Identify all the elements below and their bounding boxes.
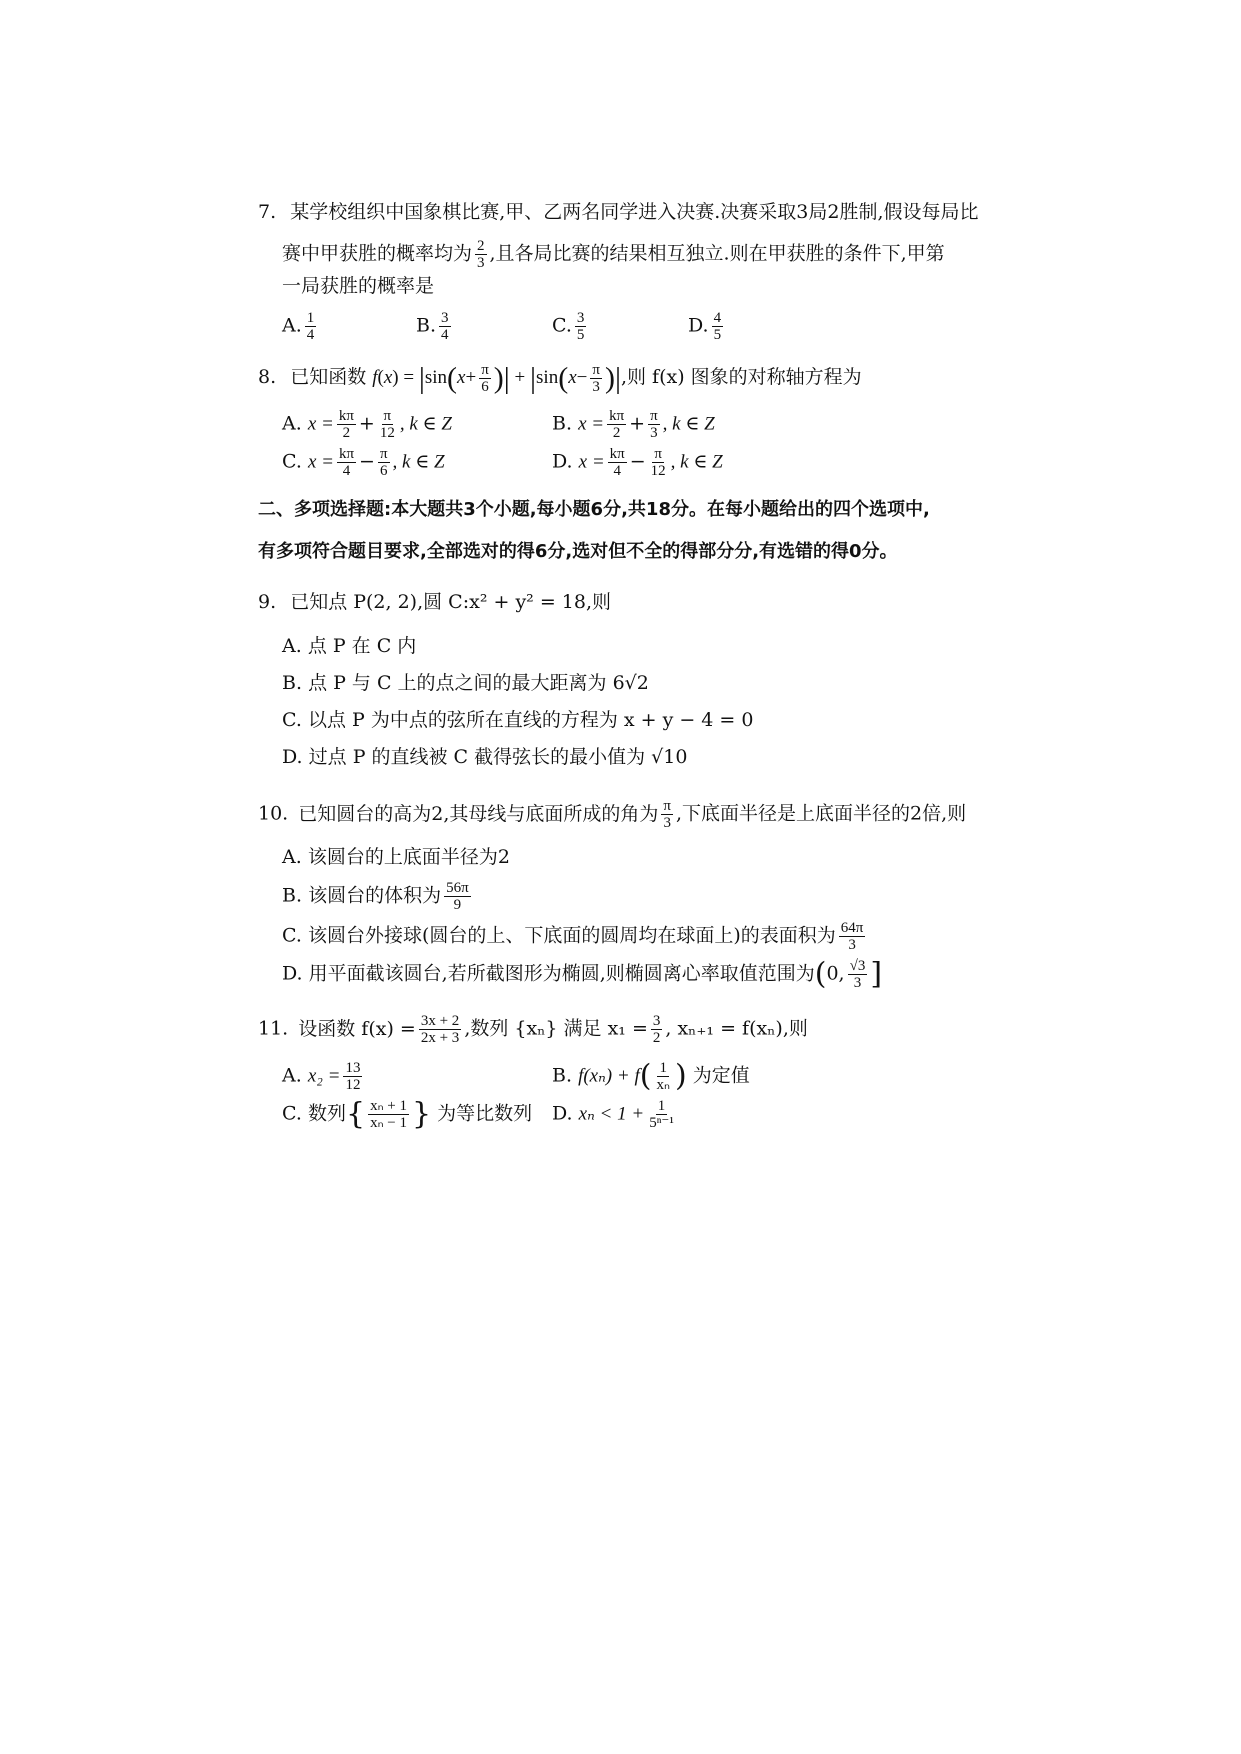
q7-option-a-den: 4	[306, 327, 315, 343]
q8-suffix: ,则 f(x) 图象的对称轴方程为	[620, 365, 862, 388]
q9-option-a-text: 点 P 在 C 内	[307, 635, 417, 657]
q7-option-c-num: 3	[576, 310, 585, 326]
q9-option-b-text: 点 P 与 C 上的点之间的最大距离为 6√2	[308, 672, 649, 694]
q11-option-d-frac	[647, 1098, 676, 1131]
q9-option-c-text: 以点 P 为中点的弦所在直线的方程为 x + y − 4 = 0	[307, 709, 754, 731]
q11-option-d	[552, 1098, 679, 1131]
q10-angle-num: π	[663, 798, 671, 814]
q10-option-a-text: 该圆台的上底面半径为2	[307, 846, 510, 868]
q8-option-a-frac1	[337, 408, 356, 441]
q11-option-d-text-a: xₙ < 1 +	[578, 1103, 645, 1125]
q8-option-c-tail: , k ∈ Z	[392, 451, 445, 473]
q11-option-c: C. 数列{ $\frac{\text{xₙ + 1}}{\text{xₙ − 1}}$ } 为等比数列	[282, 1096, 533, 1132]
q8-option-b-tail: , k ∈ Z	[662, 413, 715, 435]
q10-option-a-label: A.	[282, 846, 302, 868]
q9-option-c-label: C.	[282, 709, 302, 731]
q10-angle-den: 3	[663, 815, 671, 831]
q8-option-d-tail: , k ∈ Z	[670, 451, 723, 473]
q8-option-a-frac2: $\frac{\pi}{12}$	[379, 408, 395, 441]
q8-option-a-pden: 12	[379, 425, 395, 441]
q8-option-d-frac1	[608, 446, 627, 479]
q10-option-a	[282, 843, 510, 871]
q8-stem	[258, 362, 862, 395]
q8-option-a-kden: 2	[342, 425, 351, 441]
q11-option-a-text: x₂ =	[307, 1065, 341, 1087]
q10-number: 10.	[258, 802, 289, 825]
q7-option-d	[688, 310, 726, 343]
q7-option-b-frac	[439, 310, 451, 343]
q8-option-a-kpi: kπ	[338, 408, 354, 424]
q11-option-c-text-b: 为等比数列	[437, 1102, 533, 1125]
q7-number: 7.	[258, 201, 277, 223]
q8-option-d-lhs: x =	[578, 451, 605, 473]
q8-option-c-kden: 4	[342, 463, 351, 479]
q11-option-a-label: A.	[282, 1064, 302, 1087]
q8-prefix: 已知函数	[290, 365, 367, 388]
q10-option-c-text: 该圆台外接球(圆台的上、下底面的圆周均在球面上)的表面积为	[307, 924, 836, 947]
q11-option-b-num: 1	[659, 1060, 667, 1076]
q11-option-a-den: 12	[345, 1077, 361, 1093]
q11-option-c-label: C.	[282, 1102, 302, 1125]
q9-option-b-label: B.	[282, 672, 303, 694]
q9-option-a	[282, 632, 416, 660]
section2-heading-line1: 二、多项选择题:本大题共3个小题,每小题6分,共18分。在每小题给出的四个选项中,	[258, 499, 930, 520]
q8-option-c-lhs: x =	[307, 451, 334, 473]
q11-option-c-frac	[368, 1098, 409, 1131]
q11-option-b-text-b: 为定值	[692, 1064, 750, 1087]
q8-option-a-tail: , k ∈ Z	[399, 413, 452, 435]
q11-option-c-den: xₙ − 1	[370, 1115, 407, 1131]
q8-option-c	[282, 446, 445, 479]
q7-option-a	[282, 310, 319, 343]
q8-option-b-label: B.	[552, 412, 573, 435]
q10-option-c-den: 3	[848, 937, 856, 953]
q11-option-d-num: 1	[657, 1098, 666, 1114]
q11-stem	[258, 1013, 808, 1046]
q8-option-b-frac2: $\frac{\pi}{3}$	[650, 408, 658, 441]
q8-option-b-frac1	[607, 408, 626, 441]
q10-option-b	[282, 880, 474, 913]
q9-text: 已知点 P(2, 2),圆 C:x² + y² = 18,则	[290, 591, 612, 613]
q7-option-d-frac	[712, 310, 724, 343]
q11-function-den: 2x + 3	[420, 1030, 460, 1046]
q8-number: 8.	[258, 365, 277, 388]
q8-option-a-op: +	[358, 412, 375, 435]
q8-option-c-frac2: $\frac{\pi}{6}$	[379, 446, 388, 479]
q7-option-c-frac	[575, 310, 587, 343]
q8-option-d-kden: 4	[613, 463, 621, 479]
q11-x1-num: 3	[652, 1013, 661, 1029]
q10-option-d-text: 用平面截该圆台,若所截图形为椭圆,则椭圆离心率取值范围为	[308, 962, 815, 985]
q8-option-d-frac2: $\frac{\pi}{12}$	[650, 446, 666, 479]
q10-option-d: D. 用平面截该圆台,若所截图形为椭圆,则椭圆离心率取值范围为(0, $\frac{√3}{3}$ ]	[282, 956, 883, 992]
q11-x1-den: 2	[652, 1030, 661, 1046]
q10-option-d-frac	[848, 958, 868, 991]
q8-function-expression: f(x) = |sin(x+ $\frac{\pi}{6}$ )| + |sin(x− $\frac{\pi}{3}$ )|	[372, 361, 621, 395]
q10-option-c-num: 64π	[840, 920, 864, 936]
q8-option-c-op: −	[359, 450, 375, 473]
q7-text1: 某学校组织中国象棋比赛,甲、乙两名同学进入决赛.决赛采取3局2胜制,假设每局比	[290, 201, 979, 223]
q10-option-b-label: B.	[282, 884, 303, 907]
q7-fraction	[475, 238, 487, 271]
q11-option-c-text-a: 数列	[307, 1102, 346, 1125]
q8-option-c-pden: 6	[380, 463, 388, 479]
q11-option-b-frac	[654, 1060, 671, 1093]
q7-option-c-den: 5	[576, 327, 585, 343]
q8-option-d-kpi: kπ	[609, 446, 625, 462]
q10-angle-frac	[661, 798, 673, 831]
q7-line3: 一局获胜的概率是	[282, 275, 435, 297]
q9-stem	[258, 588, 611, 616]
q9-number: 9.	[258, 591, 277, 613]
q8-option-b	[552, 408, 715, 441]
q7-option-b	[416, 310, 454, 343]
q7-option-d-num: 4	[713, 310, 722, 326]
q9-option-d-text: 过点 P 的直线被 C 截得弦长的最小值为 √10	[308, 746, 688, 768]
q7-text2a: 赛中甲获胜的概率均为	[282, 242, 473, 265]
q11-text-a: 设函数 f(x) =	[298, 1017, 416, 1040]
q8-option-a	[282, 408, 452, 441]
q7-option-b-label: B.	[416, 314, 437, 337]
q8-option-c-kpi: kπ	[338, 446, 355, 462]
q8-option-d	[552, 446, 723, 479]
q7-option-c-label: C.	[552, 314, 572, 337]
q11-option-a-num: 13	[345, 1060, 361, 1076]
q10-option-d-den: 3	[853, 975, 862, 991]
q10-option-b-frac	[444, 880, 471, 913]
q8-option-b-pden: 3	[650, 425, 658, 441]
q7-option-a-frac	[305, 310, 317, 343]
q7-option-a-num: 1	[306, 310, 315, 326]
q11-option-b: B. f(xₙ) + f( $\frac{1}{\text{xₙ}}$ ) 为定值	[552, 1058, 750, 1094]
q11-option-d-label: D.	[552, 1102, 573, 1125]
q7-line2	[282, 238, 945, 271]
q11-option-c-num: xₙ + 1	[370, 1098, 407, 1114]
q7-text2b: ,且各局比赛的结果相互独立.则在甲获胜的条件下,甲第	[489, 242, 945, 265]
q9-option-d-label: D.	[282, 746, 303, 768]
q10-option-b-text: 该圆台的体积为	[308, 884, 442, 907]
q8-option-b-lhs: x =	[578, 413, 605, 435]
q8-option-c-label: C.	[282, 450, 302, 473]
q7-frac-num: 2	[477, 238, 485, 254]
q8-option-d-pden: 12	[650, 463, 666, 479]
q7-option-c	[552, 310, 589, 343]
section2-heading-line2: 有多项符合题目要求,全部选对的得6分,选对但不全的得部分分,有选错的得0分。	[258, 541, 898, 562]
q9-option-c	[282, 706, 753, 734]
q8-option-d-op: −	[629, 450, 646, 473]
q8-option-a-label: A.	[282, 412, 302, 435]
q7-option-a-label: A.	[282, 314, 302, 337]
q11-function-frac	[419, 1013, 461, 1046]
q8-frac-pi-3: $\frac{\pi}{3}$	[592, 362, 600, 395]
q10-option-d-num: √3	[849, 958, 866, 974]
q10-text-a: 已知圆台的高为2,其母线与底面所成的角为	[298, 802, 659, 825]
q9-option-a-label: A.	[282, 635, 302, 657]
q11-option-b-den: xₙ	[656, 1077, 670, 1093]
q9-option-d	[282, 743, 687, 771]
q7-option-d-label: D.	[688, 314, 709, 337]
q11-option-d-den: 5ⁿ⁻¹	[649, 1115, 674, 1131]
q10-option-c-label: C.	[282, 924, 302, 947]
q7-option-b-num: 3	[441, 310, 449, 326]
q8-option-d-label: D.	[552, 450, 573, 473]
q8-option-b-op: +	[629, 412, 646, 435]
q10-option-d-lower: 0,	[826, 962, 845, 985]
q11-option-b-text-a: f(xₙ) + f	[578, 1065, 640, 1087]
q10-stem	[258, 798, 966, 831]
q8-frac-pi-6: $\frac{\pi}{6}$	[481, 362, 489, 395]
q11-function-num: 3x + 2	[420, 1013, 460, 1029]
q8-option-b-kden: 2	[612, 425, 621, 441]
q7-option-d-den: 5	[713, 327, 722, 343]
q8-option-a-lhs: x =	[307, 413, 334, 435]
q11-text-b: ,数列 {xₙ} 满足 x₁ =	[464, 1017, 648, 1040]
q7-option-b-den: 4	[441, 327, 449, 343]
q10-option-d-label: D.	[282, 962, 303, 985]
q10-option-b-den: 9	[453, 897, 462, 913]
q9-option-b	[282, 669, 649, 697]
q10-option-c	[282, 920, 868, 953]
q11-option-a	[282, 1060, 365, 1093]
q10-option-b-num: 56π	[446, 880, 469, 896]
q11-option-a-frac	[343, 1060, 362, 1093]
q7-line1	[258, 198, 979, 226]
q8-option-c-frac1	[337, 446, 356, 479]
q11-number: 11.	[258, 1017, 289, 1040]
q8-option-b-kpi: kπ	[609, 408, 625, 424]
q11-text-c: , xₙ₊₁ = f(xₙ),则	[665, 1017, 808, 1040]
q11-option-b-label: B.	[552, 1064, 573, 1087]
q11-x1-frac	[651, 1013, 663, 1046]
q10-option-c-frac	[839, 920, 866, 953]
q7-frac-den: 3	[477, 255, 485, 271]
q10-text-b: ,下底面半径是上底面半径的2倍,则	[675, 802, 967, 825]
